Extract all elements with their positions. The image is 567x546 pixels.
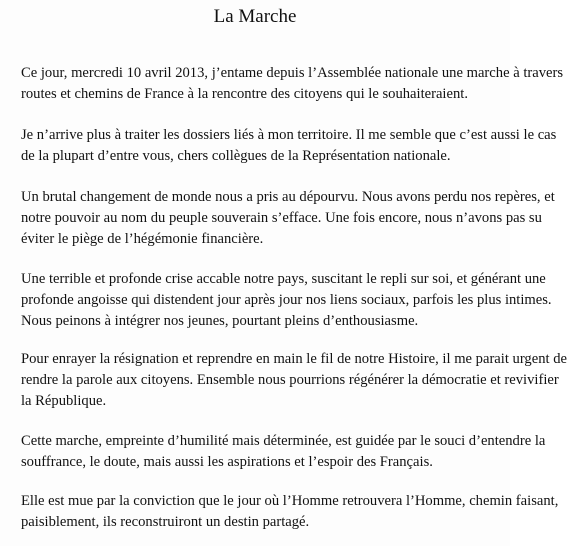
document-title: La Marche xyxy=(213,6,297,27)
paragraph-1 xyxy=(21,63,564,105)
paragraph-line: routes et chemins de France à la rencontre des citoyens qui le souhaiteraient. xyxy=(21,86,468,102)
paragraph-line: Pour enrayer la résignation et reprendre en main le fil de notre Histoire, il me parait urgent de xyxy=(21,351,567,367)
paragraph-line: Un brutal changement de monde nous a pris au dépourvu. Nous avons perdu nos repères, et xyxy=(21,189,555,205)
paragraph-line: Cette marche, empreinte d’humilité mais déterminée, est guidée par le souci d’entendre la xyxy=(21,433,546,449)
paragraph-6 xyxy=(21,431,546,473)
paragraph-line: Une terrible et profonde crise accable notre pays, suscitant le repli sur soi, et générant une xyxy=(21,271,546,287)
paragraph-line: profonde angoisse qui distendent jour après jour nos liens sociaux, parfois les plus intimes. xyxy=(21,292,552,308)
paragraph-line: Nous peinons à intégrer nos jeunes, pourtant pleins d’enthousiasme. xyxy=(21,313,419,329)
paragraph-3 xyxy=(21,187,555,250)
paragraph-4 xyxy=(21,269,552,332)
paragraph-line: la République. xyxy=(21,393,107,409)
paragraph-5 xyxy=(21,349,567,412)
paragraph-line: souffrance, le doute, mais aussi les aspirations et l’espoir des Français. xyxy=(21,454,433,470)
paragraph-line: paisiblement, ils reconstruiront un destin partagé. xyxy=(21,514,310,530)
paragraph-line: notre pouvoir au nom du peuple souverain s’efface. Une fois encore, nous n’avons pas su xyxy=(21,210,542,226)
paragraph-line: Elle est mue par la conviction que le jour où l’Homme retrouvera l’Homme, chemin faisant, xyxy=(21,493,559,509)
paragraph-2 xyxy=(21,125,557,167)
paragraph-7 xyxy=(21,491,559,533)
paragraph-line: de la plupart d’entre vous, chers collègues de la Représentation nationale. xyxy=(21,148,451,164)
paragraph-line: éviter le piège de l’hégémonie financière. xyxy=(21,231,264,247)
paragraph-line: Ce jour, mercredi 10 avril 2013, j’entame depuis l’Assemblée nationale une marche à travers xyxy=(21,65,564,81)
paragraph-line: rendre la parole aux citoyens. Ensemble nous pourrions régénérer la démocratie et revivifier xyxy=(21,372,559,388)
paragraph-line: Je n’arrive plus à traiter les dossiers liés à mon territoire. Il me semble que c’est aussi le cas xyxy=(21,127,557,143)
